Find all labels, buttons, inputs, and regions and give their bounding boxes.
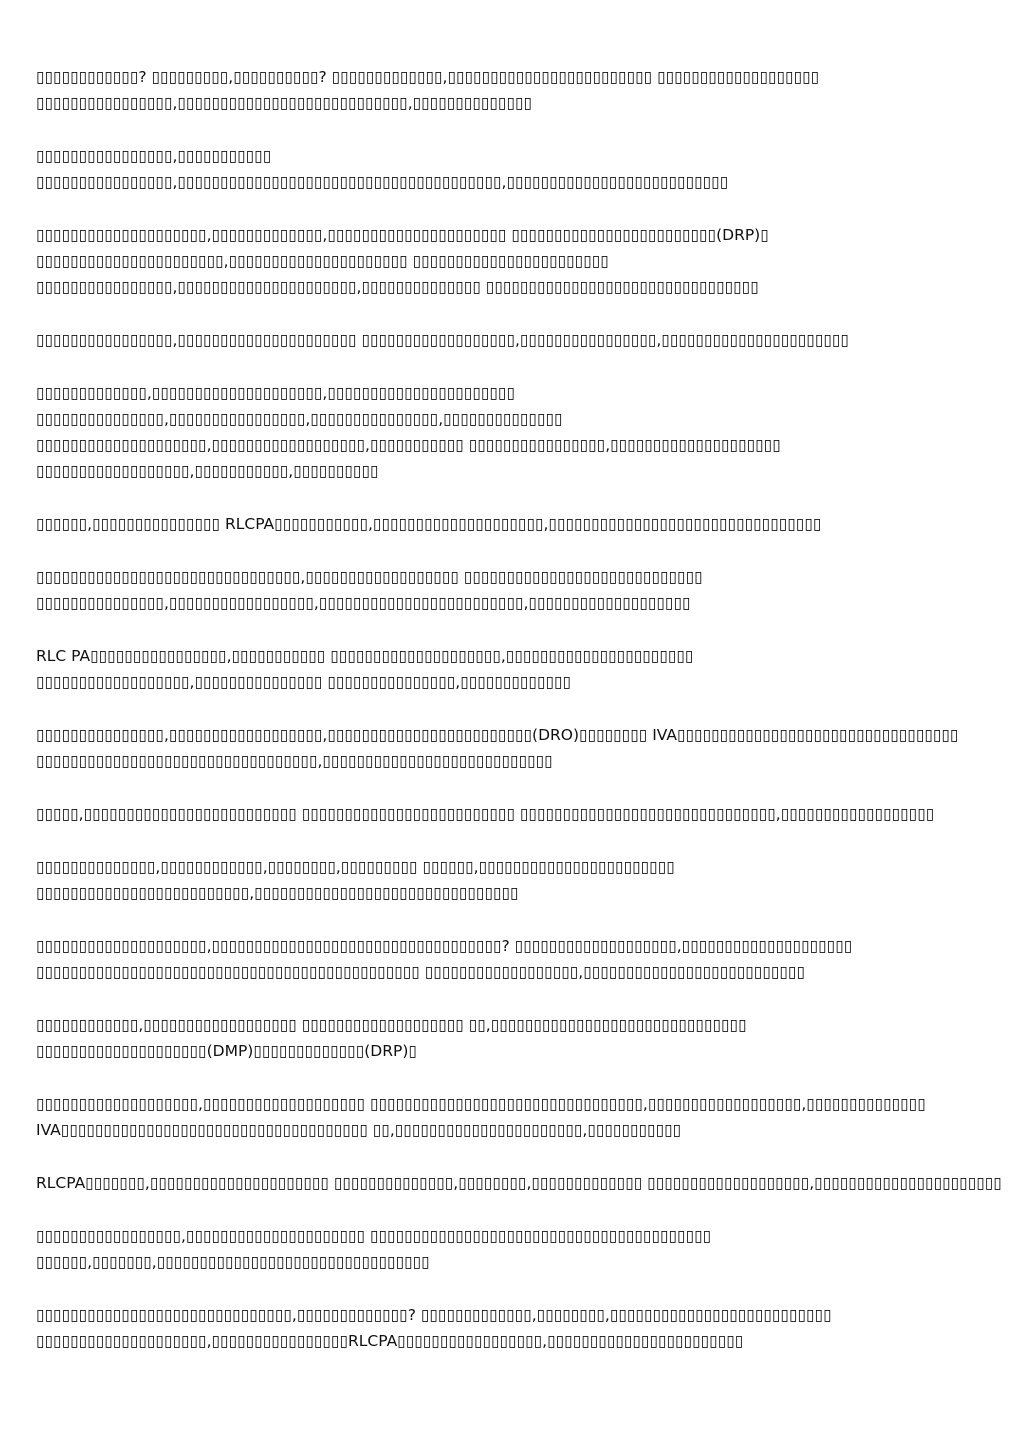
paragraph xyxy=(36,143,996,195)
paragraph xyxy=(36,511,996,537)
text-line: ▯▯▯▯▯▯▯▯▯▯▯▯▯▯▯▯▯▯▯,▯▯▯▯▯▯▯▯▯▯▯▯▯▯▯▯▯▯▯ ▯▯▯▯▯▯▯▯▯▯▯▯▯▯▯▯▯▯▯▯▯▯▯▯▯▯▯▯▯▯▯▯,▯▯▯▯▯▯▯▯▯▯▯▯▯▯▯▯▯▯,▯▯▯▯▯▯▯▯▯▯▯▯▯▯ xyxy=(36,1095,926,1113)
text-line: ▯▯▯▯▯▯▯▯▯▯▯▯▯▯▯▯▯▯▯▯,▯▯▯▯▯▯▯▯▯▯▯▯▯▯▯▯RLCPA▯▯▯▯▯▯▯▯▯▯▯▯▯▯▯▯▯,▯▯▯▯▯▯▯▯▯▯▯▯▯▯▯▯▯▯▯▯▯▯▯ xyxy=(36,1332,744,1350)
text-line: ▯▯▯▯▯▯▯▯▯▯▯▯▯▯▯▯▯▯▯▯(DMP)▯▯▯▯▯▯▯▯▯▯▯▯▯(DRP)▯ xyxy=(36,1042,417,1060)
paragraph xyxy=(36,380,996,484)
text-line: ▯▯▯▯▯▯▯▯▯▯▯▯▯▯▯▯▯▯▯▯▯▯▯▯▯▯▯▯▯▯▯,▯▯▯▯▯▯▯▯▯▯▯▯▯▯▯▯▯▯ ▯▯▯▯▯▯▯▯▯▯▯▯▯▯▯▯▯▯▯▯▯▯▯▯▯▯▯▯ xyxy=(36,568,703,586)
paragraph xyxy=(36,1091,996,1143)
text-line: RLCPA▯▯▯▯▯▯▯,▯▯▯▯▯▯▯▯▯▯▯▯▯▯▯▯▯▯▯▯▯ ▯▯▯▯▯▯▯▯▯▯▯▯▯▯,▯▯▯▯▯▯▯▯,▯▯▯▯▯▯▯▯▯▯▯▯▯ ▯▯▯▯▯▯▯▯▯▯▯▯▯▯▯▯▯▯▯,▯▯▯▯▯▯▯▯▯▯▯▯▯▯▯▯▯▯▯▯▯▯ xyxy=(36,1174,1002,1192)
paragraph xyxy=(36,564,996,616)
text-line: ▯▯▯▯▯▯▯▯▯▯▯▯▯▯▯▯▯,▯▯▯▯▯▯▯▯▯▯▯▯▯▯▯▯▯▯▯▯▯ ▯▯▯▯▯▯▯▯▯▯▯▯▯▯▯▯▯▯▯▯▯▯▯▯▯▯▯▯▯▯▯▯▯▯▯▯▯▯▯▯ xyxy=(36,1227,712,1245)
text-line: ▯▯▯▯▯▯▯▯▯▯▯▯▯▯▯▯▯▯,▯▯▯▯▯▯▯▯▯▯▯,▯▯▯▯▯▯▯▯▯▯ xyxy=(36,462,379,480)
document-page xyxy=(36,64,1002,1381)
text-line: RLC PA▯▯▯▯▯▯▯▯▯▯▯▯▯▯▯▯,▯▯▯▯▯▯▯▯▯▯▯ ▯▯▯▯▯▯▯▯▯▯▯▯▯▯▯▯▯▯▯▯,▯▯▯▯▯▯▯▯▯▯▯▯▯▯▯▯▯▯▯▯▯▯ xyxy=(36,647,694,665)
text-line: ▯▯▯▯▯▯▯▯▯▯▯▯▯▯▯▯▯▯▯▯▯▯▯▯▯▯▯▯▯▯▯▯▯▯▯▯▯▯▯▯▯▯▯▯▯ ▯▯▯▯▯▯▯▯▯▯▯▯▯▯▯▯▯▯,▯▯▯▯▯▯▯▯▯▯▯▯▯▯▯▯▯▯▯▯▯▯▯▯▯▯ xyxy=(36,963,805,981)
text-line: ▯▯▯▯▯▯,▯▯▯▯▯▯▯▯▯▯▯▯▯▯▯ RLCPA▯▯▯▯▯▯▯▯▯▯▯,▯▯▯▯▯▯▯▯▯▯▯▯▯▯▯▯▯▯▯▯,▯▯▯▯▯▯▯▯▯▯▯▯▯▯▯▯▯▯▯▯▯▯▯▯▯▯▯▯▯▯▯▯ xyxy=(36,515,822,533)
text-line: IVA▯▯▯▯▯▯▯▯▯▯▯▯▯▯▯▯▯▯▯▯▯▯▯▯▯▯▯▯▯▯▯▯▯▯▯▯ ▯▯,▯▯▯▯▯▯▯▯▯▯▯▯▯▯▯▯▯▯▯▯▯▯,▯▯▯▯▯▯▯▯▯▯▯ xyxy=(36,1121,682,1139)
paragraph xyxy=(36,222,996,300)
text-line: ▯▯▯▯▯▯▯▯▯▯▯▯▯▯▯▯▯▯▯▯▯▯▯▯▯,▯▯▯▯▯▯▯▯▯▯▯▯▯▯▯▯▯▯▯▯▯▯▯▯▯▯▯▯▯▯▯ xyxy=(36,884,519,902)
paragraph xyxy=(36,327,996,353)
text-line: ▯▯▯▯▯▯,▯▯▯▯▯▯▯,▯▯▯▯▯▯▯▯▯▯▯▯▯▯▯▯▯▯▯▯▯▯▯▯▯▯▯▯▯▯▯▯ xyxy=(36,1253,430,1271)
text-line: ▯▯▯▯▯▯▯▯▯▯▯▯▯▯▯▯,▯▯▯▯▯▯▯▯▯▯▯▯▯▯▯▯▯▯▯▯▯ ▯▯▯▯▯▯▯▯▯▯▯▯▯▯▯▯▯▯,▯▯▯▯▯▯▯▯▯▯▯▯▯▯▯▯,▯▯▯▯▯▯▯▯▯▯▯▯▯▯▯▯▯▯▯▯▯▯ xyxy=(36,331,849,349)
paragraph xyxy=(36,801,996,827)
text-line: ▯▯▯▯▯▯▯▯▯▯▯▯▯▯▯▯▯▯▯▯,▯▯▯▯▯▯▯▯▯▯▯▯▯▯▯▯▯▯▯▯▯▯▯▯▯▯▯▯▯▯▯▯▯▯? ▯▯▯▯▯▯▯▯▯▯▯▯▯▯▯▯▯▯▯,▯▯▯▯▯▯▯▯▯▯▯▯▯▯▯▯▯▯▯▯ xyxy=(36,937,853,955)
text-line: ▯▯▯▯▯▯▯▯▯▯▯▯▯▯▯▯▯▯▯▯,▯▯▯▯▯▯▯▯▯▯▯▯▯▯▯▯▯▯,▯▯▯▯▯▯▯▯▯▯▯ ▯▯▯▯▯▯▯▯▯▯▯▯▯▯▯▯,▯▯▯▯▯▯▯▯▯▯▯▯▯▯▯▯▯▯▯▯ xyxy=(36,436,781,454)
text-line: ▯▯▯▯▯▯▯▯▯▯▯▯▯▯▯,▯▯▯▯▯▯▯▯▯▯▯▯▯▯▯▯▯,▯▯▯▯▯▯▯▯▯▯▯▯▯▯▯▯▯▯▯▯▯▯▯▯,▯▯▯▯▯▯▯▯▯▯▯▯▯▯▯▯▯▯▯ xyxy=(36,594,691,612)
text-line: ▯▯▯▯▯▯▯▯▯▯▯▯▯▯▯▯,▯▯▯▯▯▯▯▯▯▯▯▯▯▯▯▯▯▯▯▯▯▯▯▯▯▯▯,▯▯▯▯▯▯▯▯▯▯▯▯▯▯ xyxy=(36,94,533,112)
paragraph xyxy=(36,933,996,985)
text-line: ▯▯▯▯▯▯▯▯▯▯▯▯▯▯▯,▯▯▯▯▯▯▯▯▯▯▯▯▯▯▯▯▯▯,▯▯▯▯▯▯▯▯▯▯▯▯▯▯▯▯▯▯▯▯▯▯▯▯(DRO)▯▯▯▯▯▯▯▯ IVA▯▯▯▯▯▯▯▯▯▯▯▯▯▯▯▯▯▯▯▯▯▯▯▯▯▯▯▯▯▯▯▯▯ xyxy=(36,726,959,744)
text-line: ▯▯▯▯▯▯▯▯▯▯▯▯▯▯▯▯▯▯▯▯,▯▯▯▯▯▯▯▯▯▯▯▯▯,▯▯▯▯▯▯▯▯▯▯▯▯▯▯▯▯▯▯▯▯▯ ▯▯▯▯▯▯▯▯▯▯▯▯▯▯▯▯▯▯▯▯▯▯▯▯(DRP)▯ xyxy=(36,226,769,244)
text-line: ▯▯▯▯▯▯▯▯▯▯▯▯▯▯▯▯▯▯▯▯▯▯▯▯▯▯▯▯▯▯▯▯▯,▯▯▯▯▯▯▯▯▯▯▯▯▯▯▯▯▯▯▯▯▯▯▯▯▯▯▯ xyxy=(36,752,553,770)
paragraph xyxy=(36,854,996,906)
text-line: ▯▯▯▯▯,▯▯▯▯▯▯▯▯▯▯▯▯▯▯▯▯▯▯▯▯▯▯▯▯▯ ▯▯▯▯▯▯▯▯▯▯▯▯▯▯▯▯▯▯▯▯▯▯▯▯▯ ▯▯▯▯▯▯▯▯▯▯▯▯▯▯▯▯▯▯▯▯▯▯▯▯▯▯▯▯▯▯,▯▯▯▯▯▯▯▯▯▯▯▯▯▯▯▯▯▯ xyxy=(36,805,935,823)
paragraph xyxy=(36,1170,1002,1196)
paragraph xyxy=(36,1012,996,1064)
paragraph xyxy=(36,1302,996,1354)
text-line: ▯▯▯▯▯▯▯▯▯▯▯▯? ▯▯▯▯▯▯▯▯▯,▯▯▯▯▯▯▯▯▯▯? ▯▯▯▯▯▯▯▯▯▯▯▯▯,▯▯▯▯▯▯▯▯▯▯▯▯▯▯▯▯▯▯▯▯▯▯▯▯ ▯▯▯▯▯▯▯▯▯▯▯▯▯▯▯▯▯▯▯ xyxy=(36,68,820,86)
paragraph xyxy=(36,722,996,774)
paragraph xyxy=(36,1223,996,1275)
paragraph xyxy=(36,643,996,695)
text-line: ▯▯▯▯▯▯▯▯▯▯▯▯▯▯,▯▯▯▯▯▯▯▯▯▯▯▯,▯▯▯▯▯▯▯▯,▯▯▯▯▯▯▯▯▯ ▯▯▯▯▯▯,▯▯▯▯▯▯▯▯▯▯▯▯▯▯▯▯▯▯▯▯▯▯▯ xyxy=(36,858,675,876)
text-line: ▯▯▯▯▯▯▯▯▯▯▯▯▯▯▯▯,▯▯▯▯▯▯▯▯▯▯▯▯▯▯▯▯▯▯▯▯▯▯▯▯▯▯▯▯▯▯▯▯▯▯▯▯▯▯,▯▯▯▯▯▯▯▯▯▯▯▯▯▯▯▯▯▯▯▯▯▯▯▯▯▯ xyxy=(36,173,729,191)
text-line: ▯▯▯▯▯▯▯▯▯▯▯▯▯▯▯▯▯▯,▯▯▯▯▯▯▯▯▯▯▯▯▯▯▯ ▯▯▯▯▯▯▯▯▯▯▯▯▯▯▯,▯▯▯▯▯▯▯▯▯▯▯▯▯ xyxy=(36,673,572,691)
text-line: ▯▯▯▯▯▯▯▯▯▯▯▯,▯▯▯▯▯▯▯▯▯▯▯▯▯▯▯▯▯▯ ▯▯▯▯▯▯▯▯▯▯▯▯▯▯▯▯▯▯▯ ▯▯,▯▯▯▯▯▯▯▯▯▯▯▯▯▯▯▯▯▯▯▯▯▯▯▯▯▯▯▯▯▯ xyxy=(36,1016,747,1034)
text-line: ▯▯▯▯▯▯▯▯▯▯▯▯▯▯▯▯,▯▯▯▯▯▯▯▯▯▯▯▯▯▯▯▯▯▯▯▯▯,▯▯▯▯▯▯▯▯▯▯▯▯▯▯ ▯▯▯▯▯▯▯▯▯▯▯▯▯▯▯▯▯▯▯▯▯▯▯▯▯▯▯▯▯▯▯▯ xyxy=(36,278,759,296)
text-line: ▯▯▯▯▯▯▯▯▯▯▯▯▯,▯▯▯▯▯▯▯▯▯▯▯▯▯▯▯▯▯▯▯▯,▯▯▯▯▯▯▯▯▯▯▯▯▯▯▯▯▯▯▯▯▯▯ xyxy=(36,384,515,402)
text-line: ▯▯▯▯▯▯▯▯▯▯▯▯▯▯▯▯,▯▯▯▯▯▯▯▯▯▯▯ xyxy=(36,147,272,165)
text-line: ▯▯▯▯▯▯▯▯▯▯▯▯▯▯▯▯▯▯▯▯▯▯▯▯▯▯▯▯▯▯,▯▯▯▯▯▯▯▯▯▯▯▯▯? ▯▯▯▯▯▯▯▯▯▯▯▯▯,▯▯▯▯▯▯▯▯,▯▯▯▯▯▯▯▯▯▯▯▯▯▯▯▯▯▯▯▯▯▯▯▯▯▯ xyxy=(36,1306,832,1324)
text-line: ▯▯▯▯▯▯▯▯▯▯▯▯▯▯▯▯▯▯▯▯▯▯,▯▯▯▯▯▯▯▯▯▯▯▯▯▯▯▯▯▯▯▯▯ ▯▯▯▯▯▯▯▯▯▯▯▯▯▯▯▯▯▯▯▯▯▯▯ xyxy=(36,252,609,270)
text-line: ▯▯▯▯▯▯▯▯▯▯▯▯▯▯▯,▯▯▯▯▯▯▯▯▯▯▯▯▯▯▯▯,▯▯▯▯▯▯▯▯▯▯▯▯▯▯▯,▯▯▯▯▯▯▯▯▯▯▯▯▯▯ xyxy=(36,410,563,428)
paragraph xyxy=(36,64,996,116)
